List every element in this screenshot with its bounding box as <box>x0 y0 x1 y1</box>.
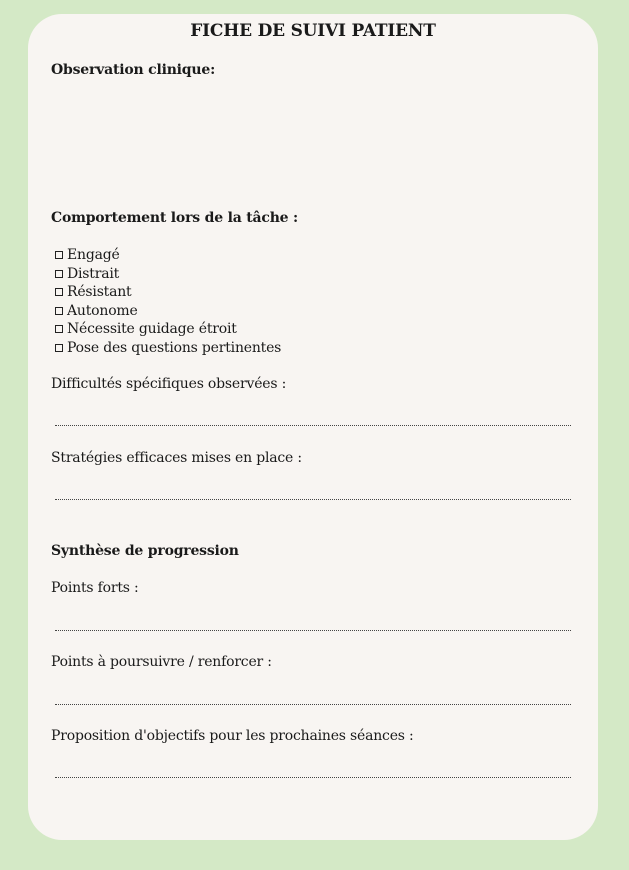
checkbox-icon[interactable] <box>55 270 63 278</box>
reinforce-label: Points à poursuivre / renforcer : <box>51 654 272 670</box>
strengths-answer-line[interactable] <box>55 630 571 631</box>
checkbox-autonomous[interactable] <box>50 302 281 321</box>
page-title: FICHE DE SUIVI PATIENT <box>190 21 436 41</box>
patient-form-card <box>28 14 598 840</box>
checkbox-label: Autonome <box>67 302 138 319</box>
checkbox-relevant-questions[interactable] <box>50 339 281 358</box>
checkbox-icon[interactable] <box>55 251 63 259</box>
objectives-answer-line[interactable] <box>55 777 571 778</box>
checkbox-icon[interactable] <box>55 325 63 333</box>
checkbox-label: Engagé <box>67 247 120 264</box>
observation-heading: Observation clinique: <box>51 62 216 78</box>
checkbox-label: Nécessite guidage étroit <box>67 321 237 338</box>
checkbox-icon[interactable] <box>55 288 63 296</box>
strengths-label: Points forts : <box>51 580 139 596</box>
difficulties-label: Difficultés spécifiques observées : <box>51 376 287 392</box>
checkbox-resistant[interactable] <box>50 283 281 302</box>
difficulties-answer-line[interactable] <box>55 425 571 426</box>
strategies-answer-line[interactable] <box>55 499 571 500</box>
behavior-checklist <box>50 246 281 357</box>
strategies-label: Stratégies efficaces mises en place : <box>51 450 302 466</box>
behavior-heading: Comportement lors de la tâche : <box>51 210 299 226</box>
checkbox-label: Résistant <box>67 284 132 301</box>
synthesis-heading: Synthèse de progression <box>51 543 239 559</box>
checkbox-label: Distrait <box>67 265 120 282</box>
checkbox-needs-guidance[interactable] <box>50 320 281 339</box>
reinforce-answer-line[interactable] <box>55 704 571 705</box>
checkbox-distracted[interactable] <box>50 265 281 284</box>
checkbox-label: Pose des questions pertinentes <box>67 339 282 356</box>
checkbox-icon[interactable] <box>55 344 63 352</box>
objectives-label: Proposition d'objectifs pour les prochaines séances : <box>51 728 414 744</box>
checkbox-icon[interactable] <box>55 307 63 315</box>
checkbox-engaged[interactable] <box>50 246 281 265</box>
